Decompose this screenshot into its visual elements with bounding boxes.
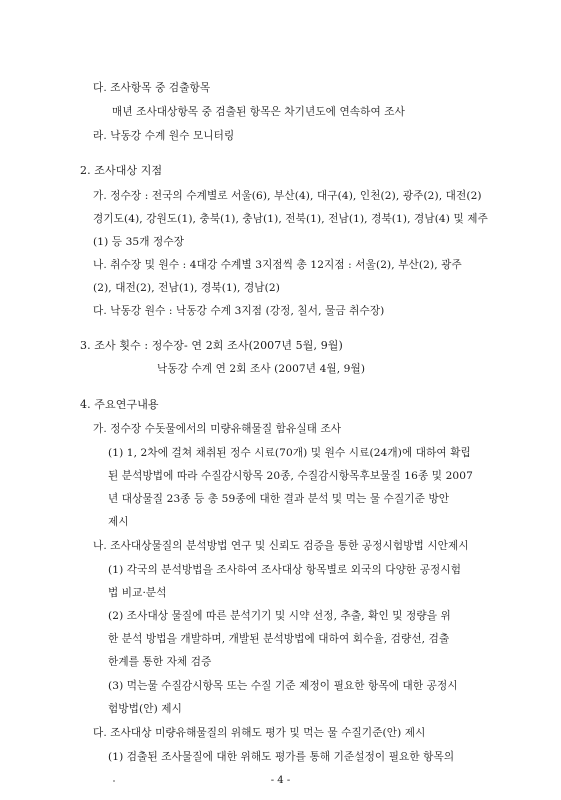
line-subheading: 다. 조사항목 중 검출항목 <box>93 82 211 94</box>
line-subheading: 다. 낙동강 원수 : 낙동강 수계 3지점 (강정, 칠서, 물금 취수장) <box>93 305 385 317</box>
line-paragraph: 한계를 통한 자체 검증 <box>108 656 212 668</box>
line-paragraph: 법 비교·분석 <box>108 587 167 599</box>
page-number: - 4 - <box>270 775 291 786</box>
line-subheading: 가. 정수장 : 전국의 수계별로 서울(6), 부산(4), 대구(4), 인천(2), 광주(2), 대전(2) <box>93 190 482 202</box>
line-paragraph: 매년 조사대상항목 중 검출된 항목은 차기년도에 연속하여 조사 <box>112 106 405 118</box>
line-paragraph: 험방법(안) 제시 <box>108 703 182 715</box>
section-heading-3: 3. 조사 횟수 : 정수장- 연 2회 조사(2007년 5월, 9월) <box>80 339 343 352</box>
line-paragraph: 년 대상물질 23종 등 총 59종에 대한 결과 분석 및 먹는 물 수질기준 방안 <box>108 493 450 505</box>
line-list-item: (1) 각국의 분석방법을 조사하여 조사대상 항목별로 외국의 다양한 공정시험 <box>108 564 462 576</box>
line-list-item: (1) 1, 2차에 걸쳐 채취된 정수 시료(70개) 및 원수 시료(24개)에 대하여 확립 <box>108 447 471 459</box>
line-subheading: 나. 조사대상물질의 분석방법 연구 및 신뢰도 검증을 통한 공정시험방법 시안제시 <box>93 540 469 552</box>
line-paragraph: 한 분석 방법을 개발하며, 개발된 분석방법에 대하여 회수율, 검량선, 검출 <box>108 633 450 645</box>
line-subheading: 라. 낙동강 수계 원수 모니터링 <box>93 130 235 142</box>
line-subheading: 나. 취수장 및 원수 : 4대강 수계별 3지점씩 총 12지점 : 서울(2), 부산(2), 광주 <box>93 259 462 271</box>
line-subheading: 가. 정수장 수돗물에서의 미량유해물질 함유실태 조사 <box>93 423 342 435</box>
line-paragraph: (1) 등 35개 정수장 <box>93 236 185 248</box>
section-heading-4: 4. 주요연구내용 <box>80 398 159 411</box>
line-paragraph: 된 분석방법에 따라 수질감시항목 20종, 수질감시항목후보물질 16종 및 2007 <box>108 470 473 482</box>
line-paragraph: (2), 대전(2), 전남(1), 경북(1), 경남(2) <box>93 282 280 294</box>
line-list-item: (2) 조사대상 물질에 따른 분석기기 및 시약 선정, 추출, 확인 및 정량을 위 <box>108 610 451 622</box>
line-subheading: 다. 조사대상 미량유해물질의 위해도 평가 및 먹는 물 수질기준(안) 제시 <box>93 727 426 739</box>
line-paragraph: 제시 <box>108 516 129 528</box>
line-list-item: (3) 먹는물 수질감시항목 또는 수질 기준 제정이 필요한 항목에 대한 공정시 <box>108 680 458 692</box>
line-paragraph: 낙동강 수계 연 2회 조사 (2007년 4월, 9월) <box>157 363 366 375</box>
line-paragraph: 경기도(4), 강원도(1), 충북(1), 충남(1), 전북(1), 전남(1), 경북(1), 경남(4) 및 제주 <box>93 213 488 225</box>
section-heading-2: 2. 조사대상 지점 <box>80 164 163 177</box>
line-list-item: (1) 검출된 조사물질에 대한 위해도 평가를 통해 기준설정이 필요한 항목의 <box>108 751 455 763</box>
